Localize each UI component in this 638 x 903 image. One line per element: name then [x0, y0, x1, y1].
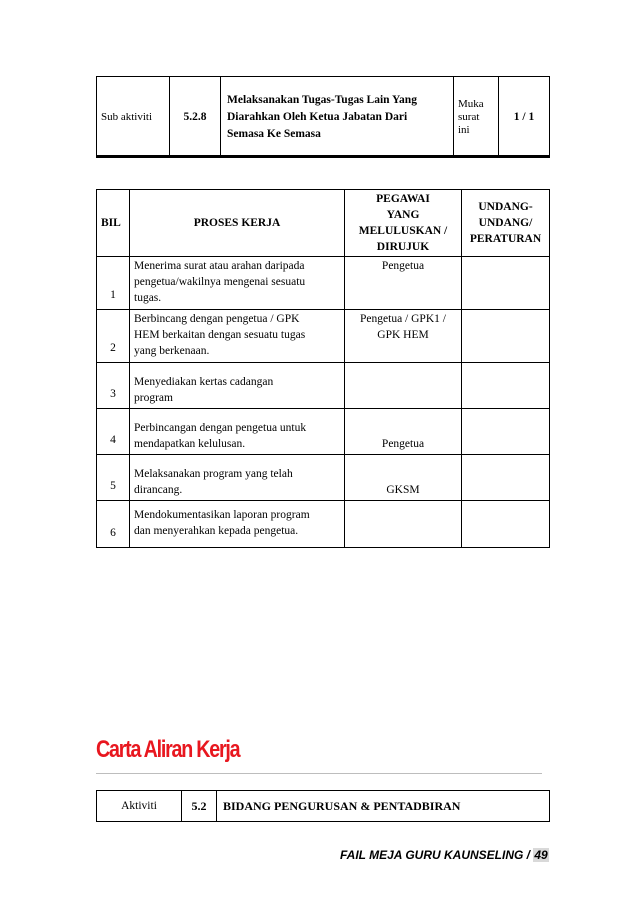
row-process: Menerima surat atau arahan daripada pengetua/wakilnya mengenai sesuatu tugas.: [130, 257, 345, 310]
table-row: [97, 310, 550, 363]
table-row: [97, 501, 550, 548]
row-officer: [345, 363, 462, 409]
header-pegawai: PEGAWAI YANG MELULUSKAN / DIRUJUK: [345, 190, 462, 257]
row-officer: Pengetua: [345, 257, 462, 310]
row-regulation: [462, 363, 550, 409]
activity-label: Aktiviti: [97, 791, 182, 822]
sub-activity-code: 5.2.8: [170, 77, 221, 158]
row-process: Mendokumentasikan laporan program dan menyerahkan kepada pengetua.: [130, 501, 345, 548]
activity-code: 5.2: [182, 791, 217, 822]
activity-table: [96, 790, 550, 822]
header-table: [96, 76, 550, 158]
header-proses: PROSES KERJA: [130, 190, 345, 257]
row-number: 3: [97, 363, 130, 409]
row-process: Melaksanakan program yang telah dirancang.: [130, 455, 345, 501]
row-number: 5: [97, 455, 130, 501]
row-number: 4: [97, 409, 130, 455]
table-row: [97, 363, 550, 409]
row-regulation: [462, 409, 550, 455]
row-number: 1: [97, 257, 130, 310]
header-bil: BIL: [97, 190, 130, 257]
header-rule: [96, 155, 550, 158]
row-officer: Pengetua: [345, 409, 462, 455]
table-row: [97, 455, 550, 501]
sub-activity-label: Sub aktiviti: [97, 77, 170, 158]
row-officer: Pengetua / GPK1 / GPK HEM: [345, 310, 462, 363]
row-process: Menyediakan kertas cadangan program: [130, 363, 345, 409]
header-undang: UNDANG- UNDANG/ PERATURAN: [462, 190, 550, 257]
carta-rule: [96, 773, 542, 774]
footer-text: FAIL MEJA GURU KAUNSELING /: [340, 848, 531, 862]
row-number: 6: [97, 501, 130, 548]
page-number: 49: [534, 848, 548, 862]
row-regulation: [462, 501, 550, 548]
row-process: Perbincangan dengan pengetua untuk mendapatkan kelulusan.: [130, 409, 345, 455]
row-number: 2: [97, 310, 130, 363]
activity-title: BIDANG PENGURUSAN & PENTADBIRAN: [217, 791, 550, 822]
process-table: [96, 189, 550, 548]
sub-activity-title: Melaksanakan Tugas-Tugas Lain Yang Diarahkan Oleh Ketua Jabatan Dari Semasa Ke Semasa: [221, 77, 454, 158]
row-officer: GKSM: [345, 455, 462, 501]
row-officer: [345, 501, 462, 548]
muka-surat-label: Muka surat ini: [454, 77, 499, 158]
row-regulation: [462, 257, 550, 310]
row-regulation: [462, 455, 550, 501]
carta-title: Carta Aliran Kerja: [96, 736, 240, 763]
page-fraction: 1 / 1: [499, 77, 550, 158]
row-process: Berbincang dengan pengetua / GPK HEM berkaitan dengan sesuatu tugas yang berkenaan.: [130, 310, 345, 363]
row-regulation: [462, 310, 550, 363]
table-row: [97, 409, 550, 455]
table-row: [97, 257, 550, 310]
process-header-row: [97, 190, 550, 257]
page-footer: [340, 848, 549, 862]
